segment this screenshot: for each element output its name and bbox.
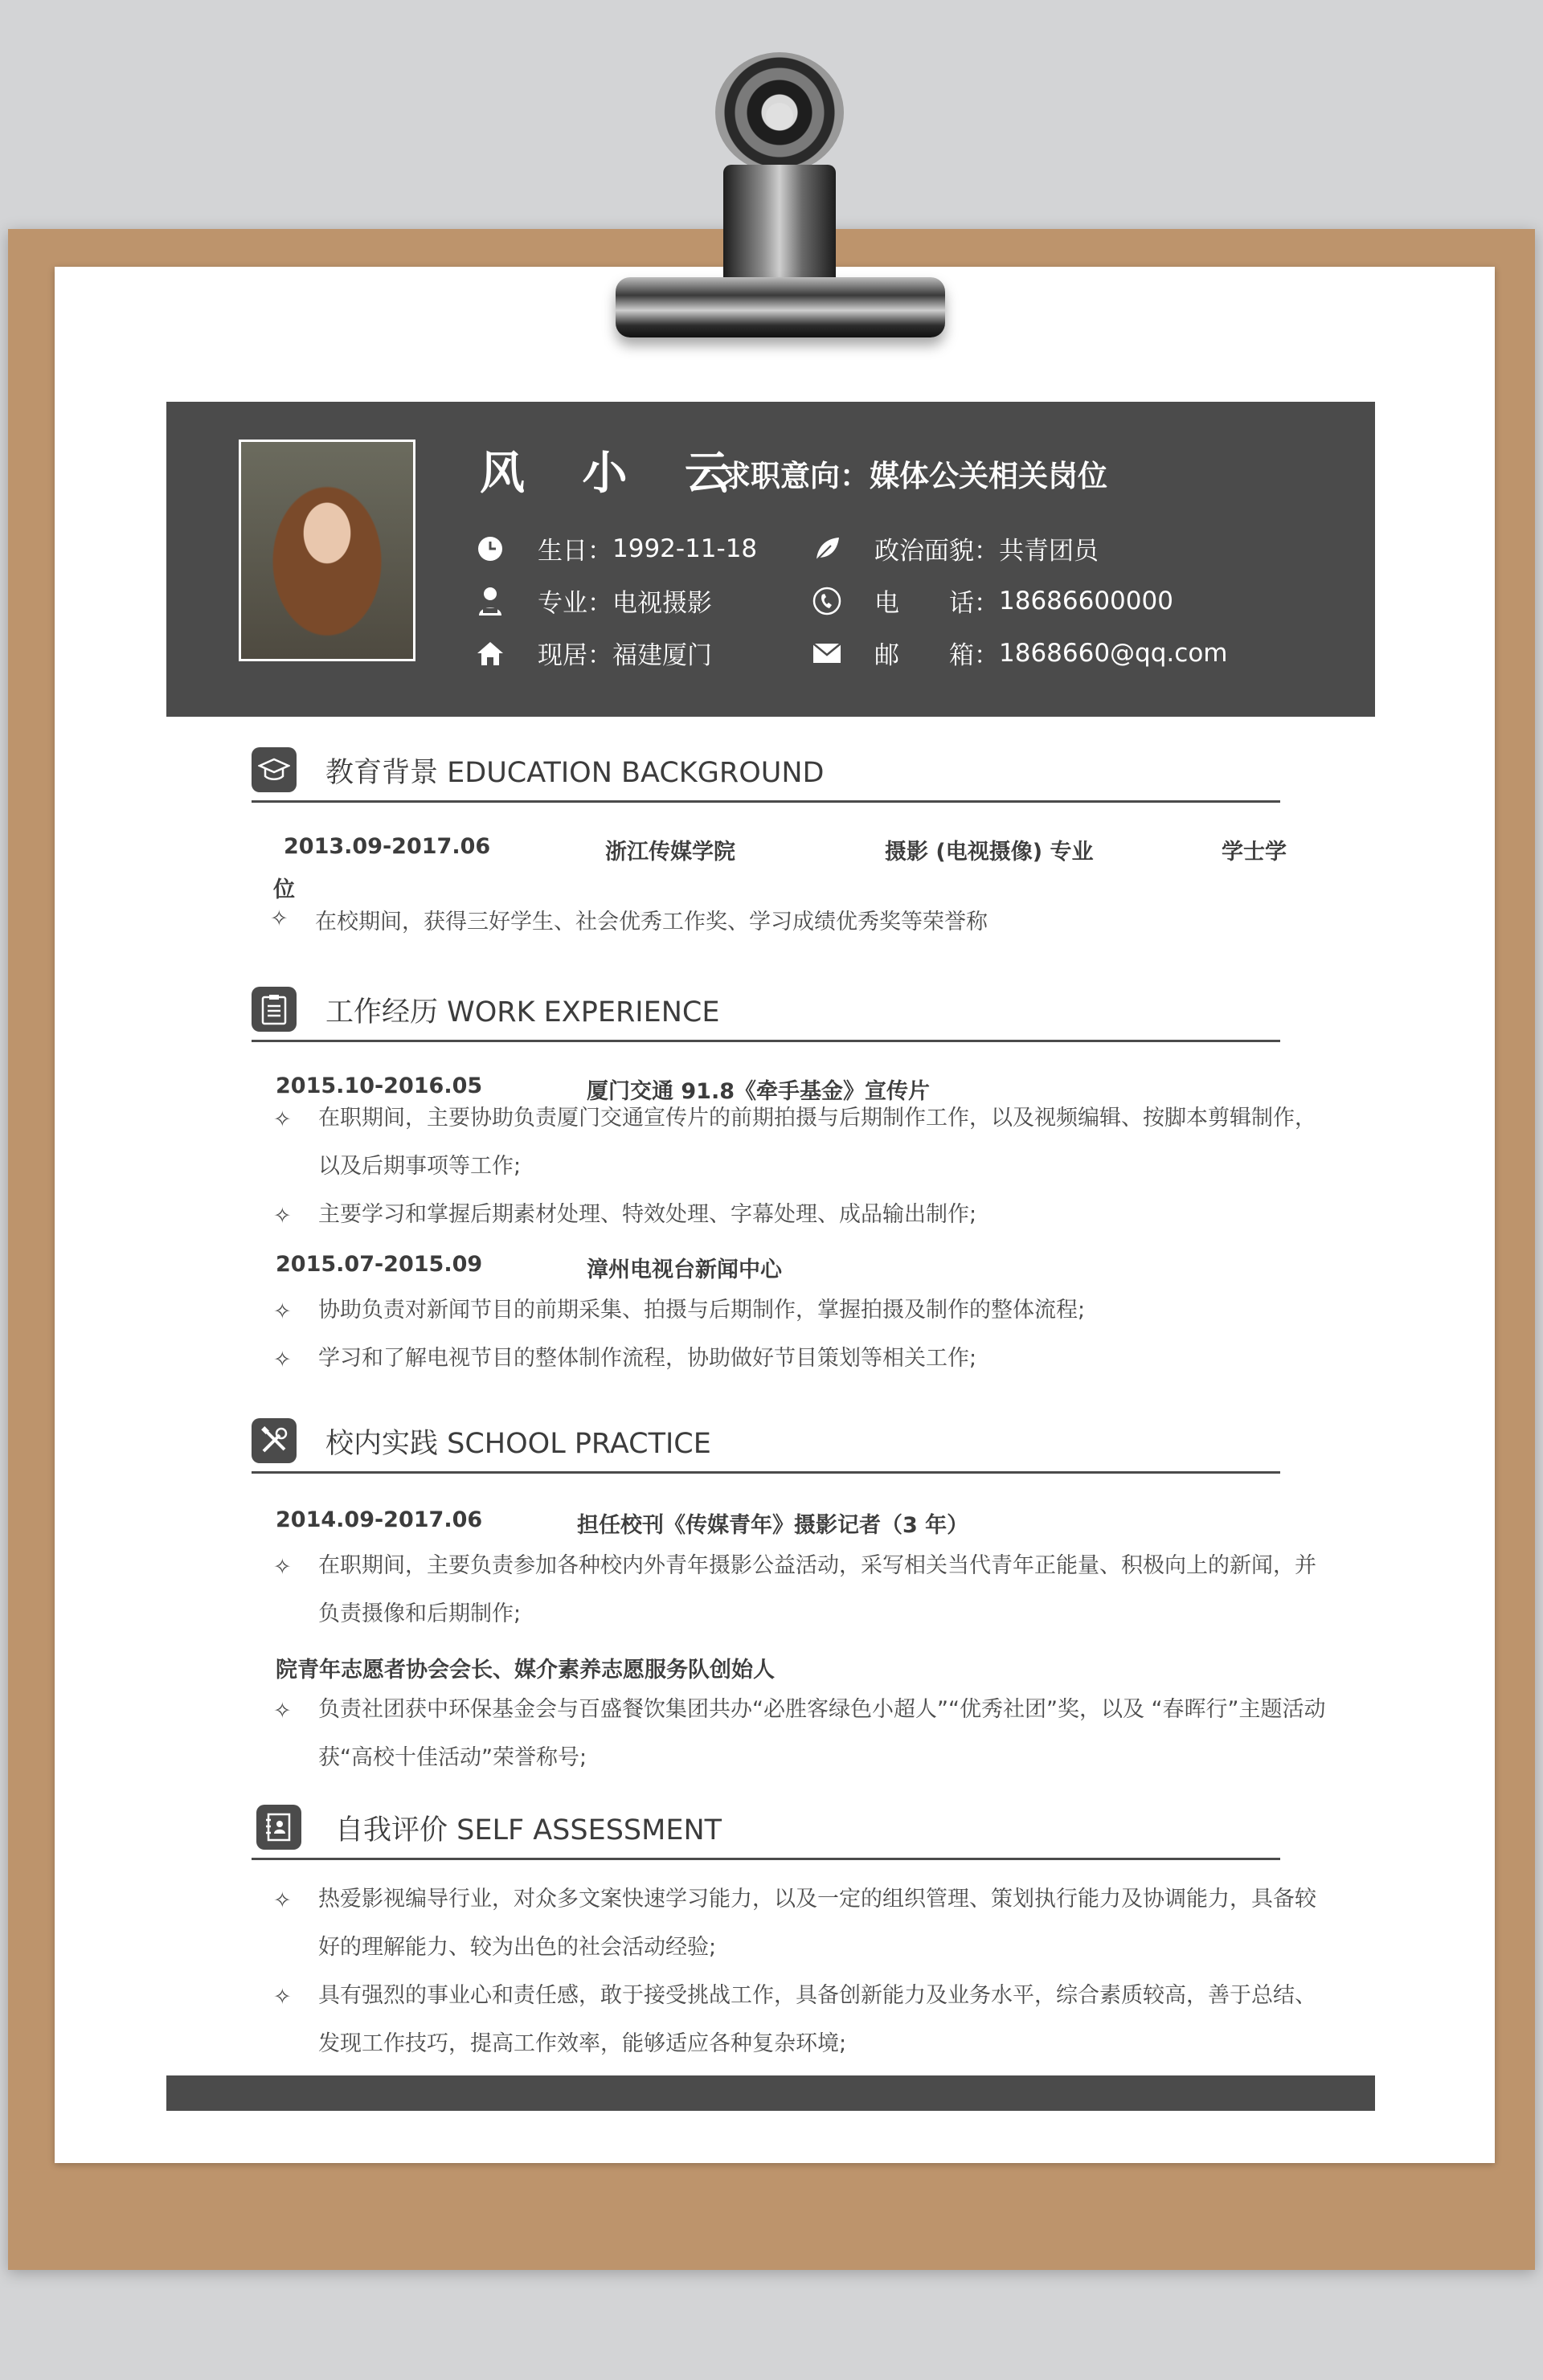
clock-icon [475, 534, 505, 564]
politics-info: 政治面貌： 共青团员 [812, 530, 1099, 566]
phone-info: 电 话： 18686600000 [812, 583, 1173, 619]
birth-info: 生日： 1992-11-18 [475, 530, 757, 566]
section-divider [252, 1858, 1280, 1860]
home-info: 现居： 福建厦门 [475, 635, 712, 671]
section-divider [252, 1040, 1280, 1042]
job-date: 2015.10-2016.05 [276, 1073, 483, 1098]
clipboard-icon [252, 987, 297, 1032]
leaf-icon [812, 534, 842, 564]
practice-role-2: 院青年志愿者协会会长、媒介素养志愿服务队创始人 [276, 1658, 775, 1683]
candidate-name: 风 小 云 [480, 448, 751, 500]
edu-date: 2013.09-2017.06 [284, 834, 491, 859]
job-name: 漳州电视台新闻中心 [587, 1257, 782, 1282]
education-title: 教育背景 EDUCATION BACKGROUND [325, 757, 825, 789]
job-intent: 求职意向：媒体公关相关岗位 [721, 459, 1107, 493]
practice-date: 2014.09-2017.06 [276, 1507, 483, 1532]
footer-bar [166, 2075, 1375, 2111]
mail-icon [812, 638, 842, 669]
resume-header [166, 402, 1375, 717]
edu-degree-cont: 位 [273, 877, 295, 902]
graduation-cap-icon [252, 747, 297, 792]
address-book-icon [256, 1805, 301, 1850]
email-info: 邮 箱： 1868660@qq.com [812, 635, 1227, 671]
tools-icon [252, 1418, 297, 1463]
avatar [239, 440, 415, 661]
major-info: 专业： 电视摄影 [475, 583, 712, 619]
binder-clip-icon [595, 44, 948, 358]
job-name: 厦门交通 91.8《牵手基金》宣传片 [587, 1079, 931, 1104]
practice-role: 担任校刊《传媒青年》摄影记者（3 年） [577, 1513, 969, 1538]
phone-icon [812, 586, 842, 616]
edu-school: 浙江传媒学院 [605, 840, 735, 865]
self-title: 自我评价 SELF ASSESSMENT [335, 1814, 722, 1846]
user-icon [475, 586, 505, 616]
home-icon [475, 638, 505, 669]
section-divider [252, 800, 1280, 803]
section-divider [252, 1471, 1280, 1474]
job-date: 2015.07-2015.09 [276, 1252, 483, 1277]
edu-degree: 学士学 [1222, 840, 1287, 865]
edu-major: 摄影 (电视摄像) 专业 [885, 840, 1094, 865]
school-title: 校内实践 SCHOOL PRACTICE [325, 1428, 711, 1460]
work-title: 工作经历 WORK EXPERIENCE [325, 996, 720, 1028]
